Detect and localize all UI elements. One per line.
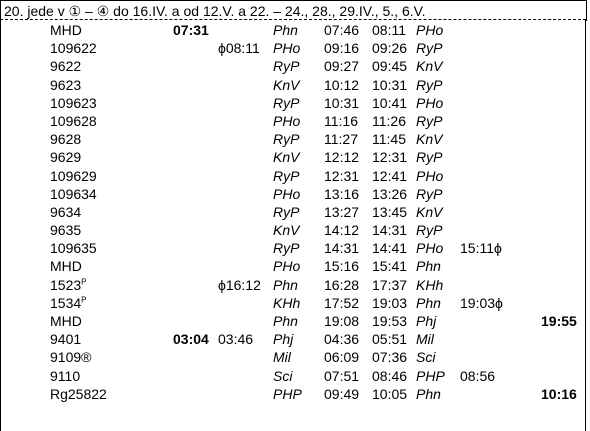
to-station: RyP bbox=[416, 76, 443, 93]
from-station: KHh bbox=[273, 294, 301, 311]
to-station: Mil bbox=[416, 331, 434, 348]
train-id: 9629 bbox=[50, 149, 82, 166]
table-row bbox=[0, 21, 590, 39]
departure-time: 11:27 bbox=[324, 131, 358, 148]
arrival-time: 13:45 bbox=[372, 203, 408, 220]
arrival-time: 10:05 bbox=[372, 385, 408, 402]
from-station: Phn bbox=[273, 22, 298, 38]
from-station: KnV bbox=[273, 149, 300, 166]
from-station: PHo bbox=[273, 258, 301, 275]
departure-time: 12:31 bbox=[324, 167, 360, 184]
table-row bbox=[0, 239, 590, 257]
arrival-time: 19:03 bbox=[372, 294, 408, 311]
departure-time: 09:16 bbox=[324, 40, 360, 57]
table-row bbox=[0, 185, 590, 203]
train-id: 109623 bbox=[50, 94, 97, 111]
train-id: 109635 bbox=[50, 240, 97, 257]
connection-time: 03:46 bbox=[218, 331, 254, 348]
train-id: 9401 bbox=[50, 331, 82, 348]
table-row bbox=[0, 148, 590, 166]
arrival-time: 08:46 bbox=[372, 367, 408, 384]
arrival-time: 17:37 bbox=[372, 276, 408, 293]
train-id: 9634 bbox=[50, 203, 82, 220]
departure-time: 15:16 bbox=[324, 258, 360, 275]
departure-time: 04:36 bbox=[324, 331, 360, 348]
from-station: Phn bbox=[273, 313, 298, 329]
departure-time: 16:28 bbox=[324, 276, 360, 293]
departure-time: 19:08 bbox=[324, 313, 360, 329]
table-row bbox=[0, 276, 590, 294]
from-station: Phn bbox=[273, 276, 298, 293]
from-station: Mil bbox=[273, 349, 291, 366]
table-row bbox=[0, 294, 590, 312]
table-row bbox=[0, 167, 590, 185]
train-id: MHD bbox=[50, 22, 82, 38]
train-id: $1523^P$ bbox=[50, 276, 87, 293]
train-id-suffix: P bbox=[81, 276, 87, 286]
train-id: MHD bbox=[50, 313, 82, 329]
timetable-rows bbox=[0, 21, 590, 403]
table-row bbox=[0, 112, 590, 130]
from-station: RyP bbox=[273, 94, 300, 111]
table-row bbox=[0, 203, 590, 221]
arrival-time: 12:41 bbox=[372, 167, 408, 184]
table-row bbox=[0, 348, 590, 366]
table-row bbox=[0, 94, 590, 112]
from-station: PHo bbox=[273, 40, 301, 57]
departure-time: 07:46 bbox=[324, 22, 360, 38]
bold-time: 03:04 bbox=[173, 331, 209, 348]
to-station: KnV bbox=[416, 203, 443, 220]
train-id: MHD bbox=[50, 258, 82, 275]
onward-time: 19:03ϕ bbox=[460, 294, 503, 311]
train-id: 109628 bbox=[50, 112, 97, 129]
train-id: Rg25822 bbox=[50, 385, 107, 402]
to-station: Phn bbox=[416, 385, 441, 402]
header-text: 20. jede v ① – ④ do 16.IV. a od 12.V. a 22. – 24., 28., 29.IV., 5., 6.V. bbox=[4, 3, 426, 19]
end-time: 19:55 bbox=[541, 313, 577, 329]
to-station: RyP bbox=[416, 40, 443, 57]
from-station: KnV bbox=[273, 76, 300, 93]
onward-time: 15:11ϕ bbox=[460, 240, 502, 257]
from-station: Phj bbox=[273, 331, 294, 348]
departure-time: 06:09 bbox=[324, 349, 360, 366]
arrival-time: 11:45 bbox=[372, 131, 406, 148]
departure-time: 10:12 bbox=[324, 76, 360, 93]
train-id: 9635 bbox=[50, 222, 82, 239]
to-station: Phn bbox=[416, 258, 441, 275]
to-station: PHo bbox=[416, 240, 444, 257]
arrival-time: 14:41 bbox=[372, 240, 408, 257]
table-row bbox=[0, 330, 590, 348]
train-id-suffix: P bbox=[81, 295, 87, 305]
table-row bbox=[0, 130, 590, 148]
arrival-time: 12:31 bbox=[372, 149, 408, 166]
train-id: 9110 bbox=[50, 367, 81, 384]
table-row bbox=[0, 385, 590, 403]
from-station: RyP bbox=[273, 240, 300, 257]
arrival-time: 19:53 bbox=[372, 313, 408, 329]
arrival-time: 10:41 bbox=[372, 94, 408, 111]
train-id: 9622 bbox=[50, 58, 82, 75]
from-station: PHP bbox=[273, 385, 302, 402]
to-station: PHo bbox=[416, 22, 444, 38]
arrival-time: 14:31 bbox=[372, 222, 408, 239]
departure-time: 12:12 bbox=[324, 149, 360, 166]
arrival-time: 07:36 bbox=[372, 349, 408, 366]
arrival-time: 15:41 bbox=[372, 258, 408, 275]
table-row bbox=[0, 76, 590, 94]
connection-time: ϕ16:12 bbox=[218, 276, 261, 293]
to-station: RyP bbox=[416, 112, 443, 129]
departure-time: 17:52 bbox=[324, 294, 360, 311]
table-row bbox=[0, 57, 590, 75]
arrival-time: 05:51 bbox=[372, 331, 408, 348]
train-id: $1534^P$ bbox=[50, 294, 87, 311]
departure-time: 14:12 bbox=[324, 222, 360, 239]
departure-time: 13:27 bbox=[324, 203, 360, 220]
from-station: RyP bbox=[273, 167, 300, 184]
departure-time: 11:16 bbox=[324, 112, 358, 129]
timetable-header bbox=[0, 0, 587, 21]
table-row bbox=[0, 257, 590, 275]
train-id: 9109® bbox=[50, 349, 92, 366]
bold-time: 07:31 bbox=[173, 22, 209, 38]
to-station: Phj bbox=[416, 313, 437, 329]
departure-time: 07:51 bbox=[324, 367, 360, 384]
to-station: PHo bbox=[416, 94, 444, 111]
to-station: KHh bbox=[416, 276, 444, 293]
departure-time: 14:31 bbox=[324, 240, 360, 257]
from-station: Sci bbox=[273, 367, 293, 384]
arrival-time: 11:26 bbox=[372, 112, 406, 129]
train-id: 109629 bbox=[50, 167, 97, 184]
arrival-time: 08:11 bbox=[372, 22, 406, 38]
onward-time: 08:56 bbox=[460, 367, 496, 384]
departure-time: 13:16 bbox=[324, 185, 360, 202]
to-station: KnV bbox=[416, 58, 443, 75]
from-station: KnV bbox=[273, 222, 300, 239]
from-station: RyP bbox=[273, 203, 300, 220]
header-divider bbox=[0, 19, 586, 20]
to-station: KnV bbox=[416, 131, 443, 148]
train-id: 9628 bbox=[50, 131, 82, 148]
table-row bbox=[0, 39, 590, 57]
to-station: RyP bbox=[416, 185, 443, 202]
to-station: RyP bbox=[416, 222, 443, 239]
arrival-time: 09:45 bbox=[372, 58, 408, 75]
table-row bbox=[0, 221, 590, 239]
from-station: RyP bbox=[273, 58, 300, 75]
connection-time: ϕ08:11 bbox=[218, 40, 260, 57]
to-station: PHP bbox=[416, 367, 445, 384]
departure-time: 09:49 bbox=[324, 385, 360, 402]
from-station: RyP bbox=[273, 131, 300, 148]
to-station: RyP bbox=[416, 149, 443, 166]
from-station: PHo bbox=[273, 185, 301, 202]
table-row bbox=[0, 367, 590, 385]
from-station: PHo bbox=[273, 112, 301, 129]
end-time: 10:16 bbox=[541, 385, 577, 402]
departure-time: 10:31 bbox=[324, 94, 360, 111]
arrival-time: 13:26 bbox=[372, 185, 408, 202]
train-id: 109622 bbox=[50, 40, 97, 57]
arrival-time: 10:31 bbox=[372, 76, 408, 93]
to-station: Sci bbox=[416, 349, 436, 366]
departure-time: 09:27 bbox=[324, 58, 360, 75]
train-id: 109634 bbox=[50, 185, 97, 202]
train-id: 9623 bbox=[50, 76, 82, 93]
arrival-time: 09:26 bbox=[372, 40, 408, 57]
to-station: Phn bbox=[416, 294, 441, 311]
to-station: PHo bbox=[416, 167, 444, 184]
table-row bbox=[0, 312, 590, 330]
